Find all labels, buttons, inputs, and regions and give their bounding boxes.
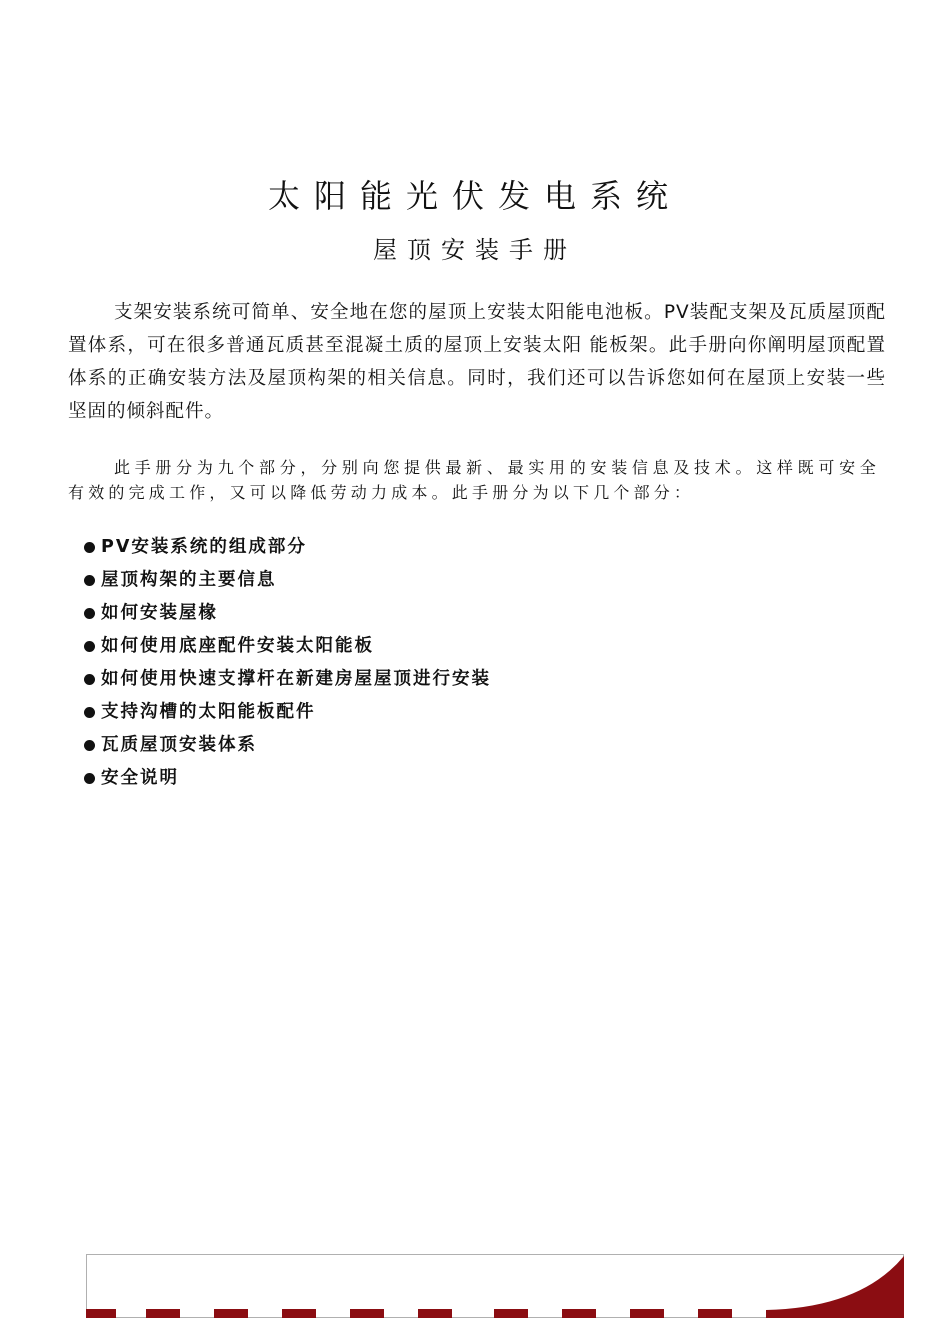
footer-dash [418,1309,452,1318]
footer-dash [562,1309,596,1318]
section-list-item [84,696,491,729]
footer-dash [494,1309,528,1318]
section-label: 如何安装屋椽 [101,603,218,623]
document-title: 太阳能光伏发电系统 [267,177,682,215]
section-label: 屋顶构架的主要信息 [101,570,277,590]
footer-dash [86,1309,116,1318]
overview-paragraph: 此手册分为九个部分，分别向您提供最新、最实用的安装信息及技术。这样既可安全有效的完成工作，又可以降低劳动力成本。此手册分为以下几个部分： [68,458,880,502]
footer-dashes [86,1309,732,1318]
footer-dash [630,1309,664,1318]
footer-dash [698,1309,732,1318]
bullet-icon [84,542,95,553]
bullet-icon [84,740,95,751]
footer-dash [350,1309,384,1318]
section-list-item [84,531,491,564]
section-label: 如何使用快速支撑杆在新建房屋屋顶进行安装 [101,669,491,689]
intro-paragraph: 支架安装系统可简单、安全地在您的屋顶上安装太阳能电池板。PV装配支架及瓦质屋顶配置体系，可在很多普通瓦质甚至混凝土质的屋顶上安装太阳 能板架。此手册向你阐明屋顶配置体系的正确安装方法及屋顶构架的相关信息。同时，我们还可以告诉您如何在屋顶上安装一些坚固的倾斜配件。 [68,302,886,422]
footer-frame [87,1255,904,1318]
footer-dash [282,1309,316,1318]
bullet-icon [84,641,95,652]
bullet-icon [84,707,95,718]
section-list-item [84,564,491,597]
footer-swoosh [766,1256,904,1318]
section-label: 如何使用底座配件安装太阳能板 [101,636,374,656]
section-list-item [84,630,491,663]
section-list-item [84,597,491,630]
section-label: PV安装系统的组成部分 [101,537,307,557]
section-list-item [84,663,491,696]
document-subtitle: 屋顶安装手册 [373,236,577,264]
bullet-icon [84,608,95,619]
section-list-item [84,729,491,762]
footer-decoration [86,1254,904,1320]
section-list [84,531,491,795]
section-label: 瓦质屋顶安装体系 [101,735,257,755]
bullet-icon [84,674,95,685]
section-label: 安全说明 [101,768,179,788]
footer-dash [214,1309,248,1318]
bullet-icon [84,773,95,784]
section-label: 支持沟槽的太阳能板配件 [101,702,316,722]
footer-dash [146,1309,180,1318]
bullet-icon [84,575,95,586]
section-list-item [84,762,491,795]
